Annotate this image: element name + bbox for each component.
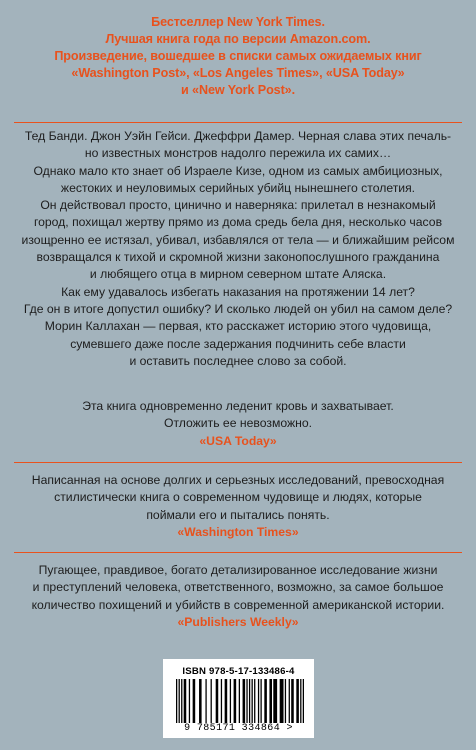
barcode-bars	[176, 679, 304, 723]
accolade-line: «Washington Post», «Los Angeles Times», «USA Today»	[71, 66, 405, 80]
quote-line: Эта книга одновременно леденит кровь и захватывает.	[82, 399, 394, 413]
description-line: и оставить последнее слово за собой.	[129, 353, 347, 368]
accolade-line: Бестселлер New York Times.	[151, 15, 325, 29]
quote-line: поймали его и пытались понять.	[146, 507, 330, 522]
description-line: Однако мало кто знает об Израеле Кизе, одном из самых амбициозных,	[33, 163, 443, 178]
quote-source: «USA Today»	[199, 433, 277, 448]
description-line: Он действовал просто, цинично и наверняка: прилетал в незнакомый	[40, 198, 436, 213]
quote-source: «Publishers Weekly»	[177, 614, 299, 629]
quote-source: «Washington Times»	[177, 524, 299, 539]
divider-lower	[14, 552, 462, 553]
accolade-line: и «New York Post».	[181, 83, 295, 97]
description-line: Морин Каллахан — первая, кто расскажет историю этого чудовища,	[44, 319, 432, 334]
isbn-label: ISBN 978-5-17-133486-4	[182, 666, 295, 677]
quote-line: Отложить ее невозможно.	[163, 416, 313, 431]
accolade-line: Произведение, вошедшее в списки самых ожидаемых книг	[54, 49, 422, 63]
quote-washington-times	[0, 472, 476, 541]
barcode	[163, 659, 314, 738]
description-block	[0, 128, 476, 370]
quote-publishers-weekly	[0, 562, 476, 631]
barcode-digits: 9 785171 334864 >	[184, 723, 293, 734]
quote-line: Написанная на основе долгих и серьезных исследований, превосходная	[31, 473, 445, 487]
divider-top	[14, 122, 462, 123]
quote-line: и преступлений человека, ответственного, возможно, за самое большое	[32, 580, 444, 595]
divider-middle	[14, 462, 462, 463]
description-line: но известных монстров надолго пережила их самих…	[84, 146, 392, 161]
description-line: сумевшего даже после задержания подчинить себе власти	[70, 336, 406, 351]
description-line: жестоких и неуловимых серийных убийц нынешнего столетия.	[60, 180, 416, 195]
description-line: возвращался к тихой и скромной жизни законопослушного гражданина	[36, 250, 440, 265]
description-line: Тед Банди. Джон Уэйн Гейси. Джеффри Дамер. Черная слава этих печаль-	[24, 129, 452, 143]
description-line: и любящего отца в мирном северном штате Аляска.	[89, 267, 387, 282]
accolade-line: Лучшая книга года по версии Amazon.com.	[105, 32, 371, 46]
quote-usa-today	[0, 398, 476, 450]
quote-line: количество похищений и убийств в современной американской истории.	[31, 597, 445, 612]
header-accolades	[0, 14, 476, 99]
description-line: Где он в итоге допустил ошибку? И сколько людей он убил на самом деле?	[23, 301, 453, 316]
quote-line: Пугающее, правдивое, богато детализированное исследование жизни	[38, 563, 438, 577]
quote-line: стилистически книга о современном чудовище и людях, которые	[54, 490, 422, 505]
description-line: Как ему удавалось избегать наказания на протяжении 14 лет?	[61, 284, 415, 299]
description-line: изощренно ее истязал, убивал, избавлялся от тела — и ближайшим рейсом	[21, 232, 455, 247]
description-line: город, похищал жертву прямо из дома средь бела дня, несколько часов	[33, 215, 443, 230]
